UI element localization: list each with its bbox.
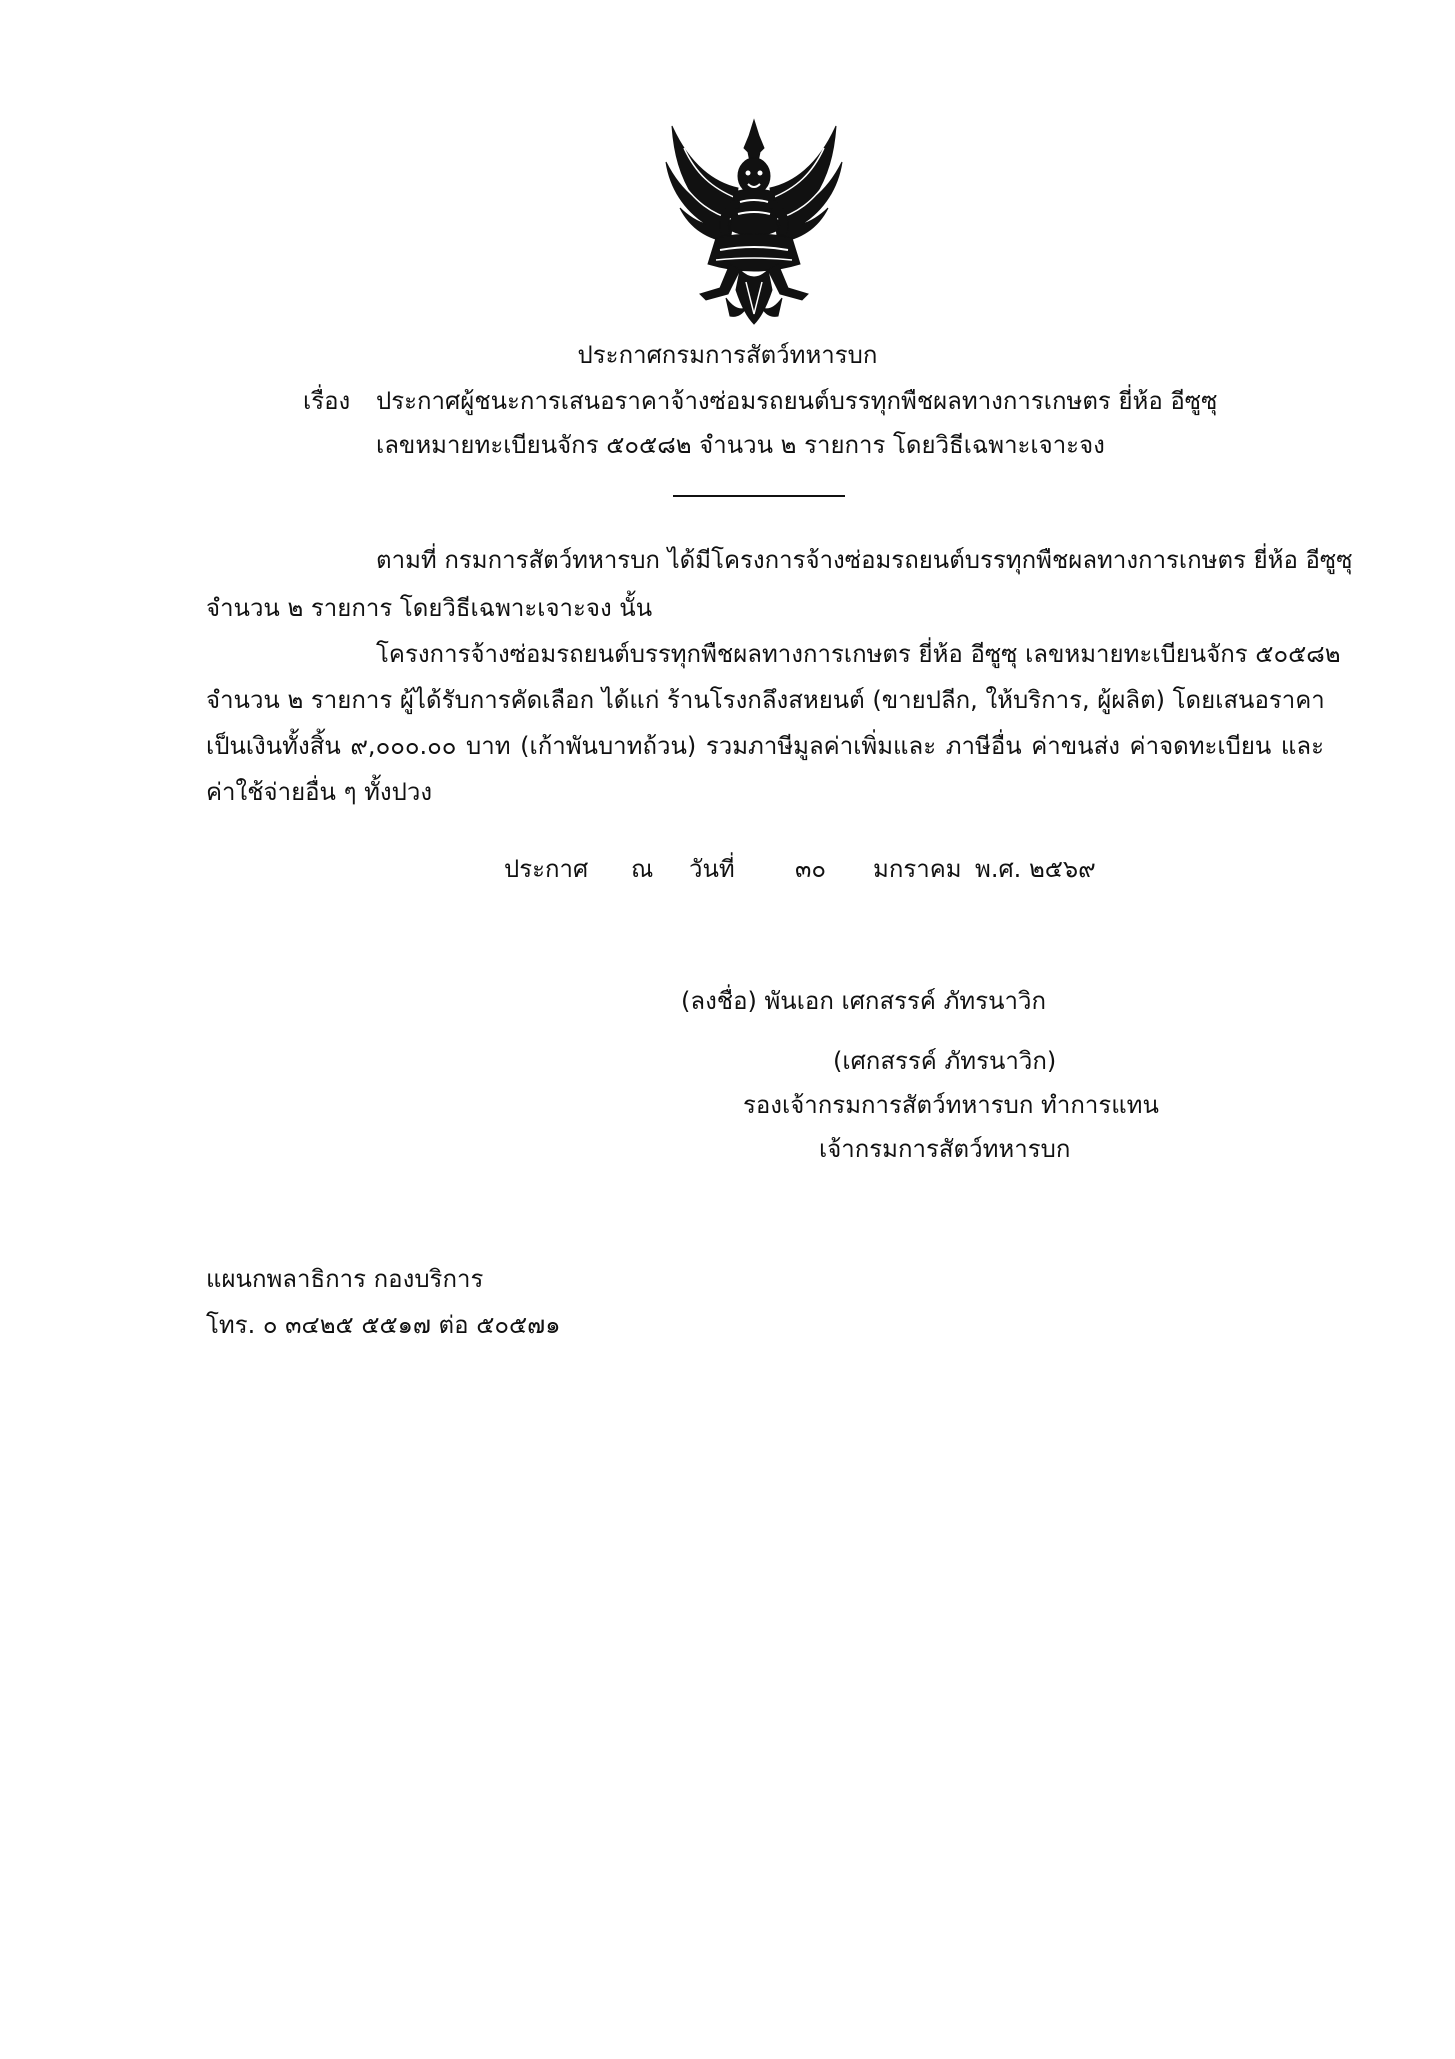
date-announce: ประกาศ xyxy=(504,855,589,883)
date-at: ณ xyxy=(631,855,654,883)
paragraph-2-line-2: จำนวน ๒ รายการ ผู้ได้รับการคัดเลือก ได้แก่ ร้านโรงกลึงสหยนต์ (ขายปลีก, ให้บริการ, ผู้ผลิต) โดยเสนอราคา xyxy=(206,686,1325,714)
document-title: ประกาศกรมการสัตว์ทหารบก xyxy=(577,341,878,369)
paragraph-2-line-4: ค่าใช้จ่ายอื่น ๆ ทั้งปวง xyxy=(206,778,433,806)
footer-phone: โทร. ๐ ๓๔๒๕ ๕๕๑๗ ต่อ ๕๐๕๗๑ xyxy=(206,1311,561,1339)
subject-line-1: ประกาศผู้ชนะการเสนอราคาจ้างซ่อมรถยนต์บรรทุกพืชผลทางการเกษตร ยี่ห้อ อีซูซุ xyxy=(376,387,1218,415)
signature-name: (เศกสรรค์ ภัทรนาวิก) xyxy=(833,1047,1057,1075)
header-divider xyxy=(673,495,845,497)
date-year: พ.ศ. ๒๕๖๙ xyxy=(975,855,1096,883)
signature-position-1: รองเจ้ากรมการสัตว์ทหารบก ทำการแทน xyxy=(743,1091,1159,1119)
date-month: มกราคม xyxy=(873,855,962,883)
paragraph-1-line-2: จำนวน ๒ รายการ โดยวิธีเฉพาะเจาะจง นั้น xyxy=(206,594,653,622)
subject-label: เรื่อง xyxy=(303,387,351,415)
signature-position-2: เจ้ากรมการสัตว์ทหารบก xyxy=(819,1135,1071,1163)
paragraph-2-line-3: เป็นเงินทั้งสิ้น ๙,๐๐๐.๐๐ บาท (เก้าพันบาทถ้วน) รวมภาษีมูลค่าเพิ่มและ ภาษีอื่น ค่าขนส่ง ค่าจดทะเบียน และ xyxy=(206,732,1324,760)
garuda-emblem-icon xyxy=(660,118,848,326)
footer-office: แผนกพลาธิการ กองบริการ xyxy=(206,1265,484,1293)
date-day-label: วันที่ xyxy=(689,855,735,883)
paragraph-2-line-1: โครงการจ้างซ่อมรถยนต์บรรทุกพืชผลทางการเกษตร ยี่ห้อ อีซูซุ เลขหมายทะเบียนจักร ๕๐๕๘๒ xyxy=(376,640,1341,668)
subject-line-2: เลขหมายทะเบียนจักร ๕๐๕๘๒ จำนวน ๒ รายการ โดยวิธีเฉพาะเจาะจง xyxy=(376,431,1105,459)
date-day: ๓๐ xyxy=(795,855,827,883)
paragraph-1-line-1: ตามที่ กรมการสัตว์ทหารบก ได้มีโครงการจ้างซ่อมรถยนต์บรรทุกพืชผลทางการเกษตร ยี่ห้อ อีซูซุ xyxy=(376,546,1353,574)
signature-signed: (ลงชื่อ) พันเอก เศกสรรค์ ภัทรนาวิก xyxy=(681,987,1046,1015)
